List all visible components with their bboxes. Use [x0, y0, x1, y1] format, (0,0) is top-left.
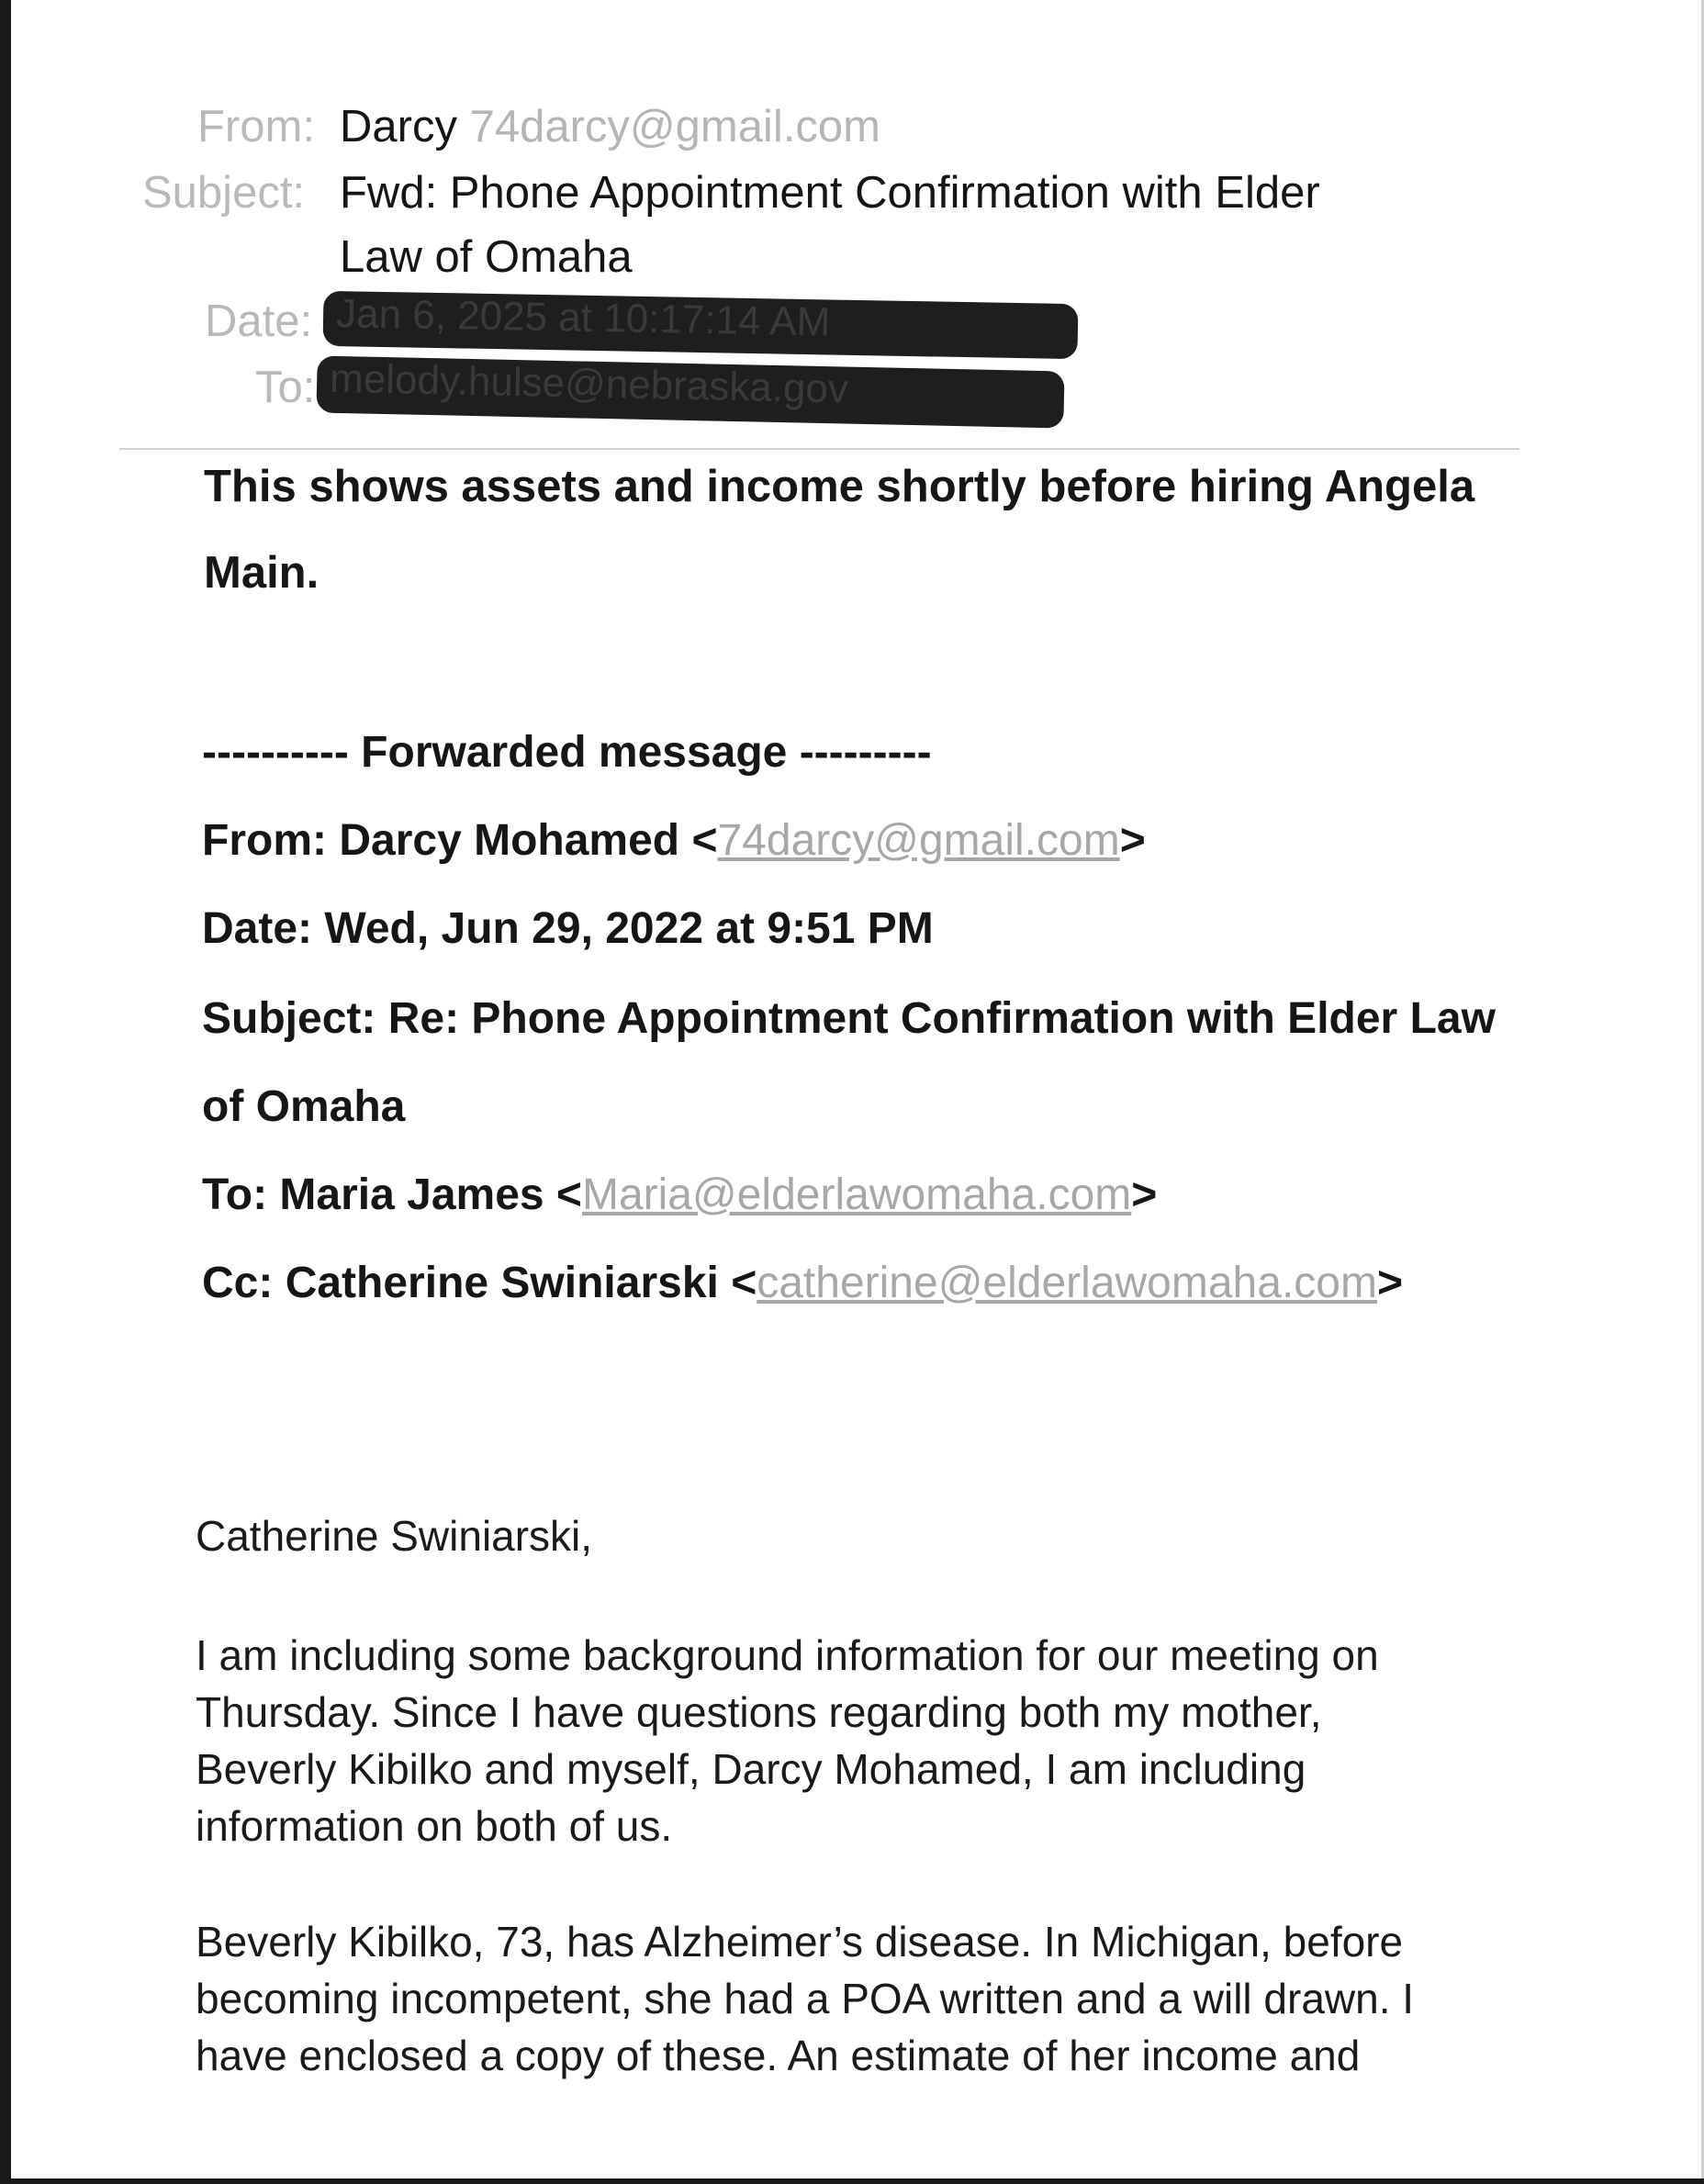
p1-line: Beverly Kibilko and myself, Darcy Mohamed, I am including: [196, 1745, 1306, 1793]
fwd-subject-line2: of Omaha: [202, 1082, 406, 1131]
header-date-label: Date:: [205, 297, 313, 346]
fwd-subject-row: [202, 993, 1496, 1044]
fwd-from-name: Darcy Mohamed: [339, 816, 680, 865]
p2-line: have enclosed a copy of these. An estimate of her income and: [196, 2032, 1361, 2079]
fwd-to-name: Maria James: [279, 1170, 544, 1219]
fwd-to-label: To:: [202, 1170, 268, 1219]
fwd-date-row: [202, 903, 934, 954]
fwd-cc-email[interactable]: catherine@elderlawomaha.com: [757, 1259, 1377, 1307]
fwd-cc-label: Cc:: [202, 1259, 274, 1307]
fwd-to-row: To: Maria James <Maria@elderlawomaha.com>: [202, 1170, 1158, 1219]
fwd-to-email[interactable]: Maria@elderlawomaha.com: [581, 1170, 1132, 1219]
header-date-value: Jan 6, 2025 at 10:17:14 AM: [335, 291, 831, 345]
scan-bottom-edge: [0, 2178, 1704, 2184]
message-paragraph-1: [196, 1627, 1379, 1854]
p2-line: becoming incompetent, she had a POA written and a will drawn. I: [196, 1975, 1415, 2022]
header-subject-line2: Law of Omaha: [340, 232, 633, 282]
message-greeting: Catherine Swiniarski,: [196, 1512, 593, 1560]
header-subject-line1: Fwd: Phone Appointment Confirmation with Elder: [340, 168, 1320, 218]
fwd-cc-row: Cc: Catherine Swiniarski <catherine@elderlawomaha.com>: [202, 1259, 1403, 1307]
fwd-date-label: Date:: [202, 904, 313, 953]
p1-line: information on both of us.: [196, 1802, 673, 1850]
header-from-value: [340, 99, 880, 154]
fwd-subject-label: Subject:: [202, 994, 376, 1043]
forward-note-line2: Main.: [204, 548, 320, 598]
fwd-from-label: From:: [202, 816, 327, 865]
forwarded-divider: ---------- Forwarded message ---------: [202, 728, 932, 777]
header-from-name: Darcy: [340, 102, 457, 151]
message-paragraph-2: [196, 1913, 1414, 2084]
fwd-from-email[interactable]: 74darcy@gmail.com: [717, 816, 1120, 865]
fwd-cc-name: Catherine Swiniarski: [285, 1259, 719, 1307]
fwd-subject-row-2: [202, 1081, 405, 1132]
header-to-value: melody.hulse@nebraska.gov: [329, 355, 849, 412]
header-from-email[interactable]: 74darcy@gmail.com: [469, 102, 880, 151]
fwd-from-row: From: Darcy Mohamed <74darcy@gmail.com>: [202, 816, 1146, 865]
header-subject-label: Subject:: [142, 168, 306, 218]
redaction-date: [323, 291, 1079, 359]
p2-line: Beverly Kibilko, 73, has Alzheimer’s disease. In Michigan, before: [196, 1918, 1404, 1966]
header-from-label: From:: [197, 102, 315, 151]
scan-left-edge: [0, 0, 11, 2184]
header-divider: [119, 448, 1519, 450]
p1-line: I am including some background information for our meeting on: [196, 1631, 1379, 1679]
redaction-to: [316, 355, 1064, 428]
forward-note-line1: This shows assets and income shortly before hiring Angela: [204, 462, 1475, 511]
fwd-subject-line1: Re: Phone Appointment Confirmation with Elder Law: [387, 994, 1496, 1043]
p1-line: Thursday. Since I have questions regarding both my mother,: [196, 1688, 1322, 1736]
header-to-label: To:: [255, 363, 316, 412]
fwd-date-value: Wed, Jun 29, 2022 at 9:51 PM: [324, 904, 934, 953]
